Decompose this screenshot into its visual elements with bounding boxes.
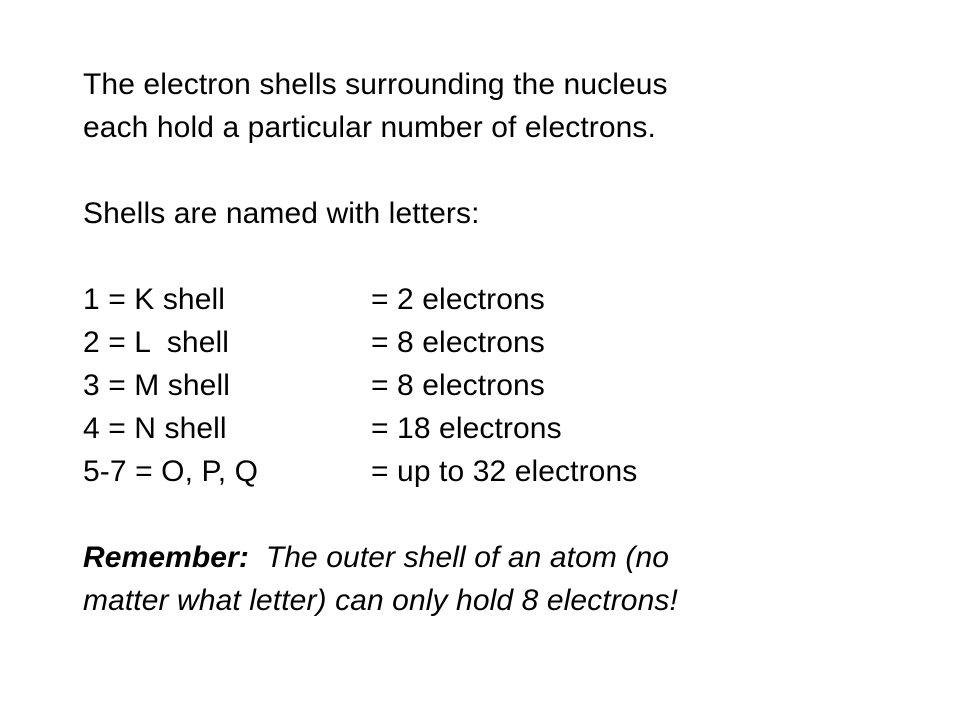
slide-text-block <box>83 63 903 622</box>
spacer <box>83 235 903 278</box>
shell-row-m <box>83 364 903 407</box>
intro-line-1: The electron shells surrounding the nucleus <box>83 68 668 101</box>
shell-capacity: = 2 electrons <box>371 283 545 316</box>
shell-capacity: = 8 electrons <box>371 369 545 402</box>
shell-name: 4 = N shell <box>83 412 227 445</box>
shell-name: 1 = K shell <box>83 283 226 316</box>
shell-row-k <box>83 278 903 321</box>
shell-name: 3 = M shell <box>83 369 230 402</box>
shell-row-l <box>83 321 903 364</box>
shell-list <box>83 278 903 493</box>
shell-name: 2 = L shell <box>83 326 230 359</box>
spacer <box>83 493 903 536</box>
remember-line-2: matter what letter) can only hold 8 electrons! <box>83 584 678 617</box>
shell-capacity: = 18 electrons <box>371 412 562 445</box>
spacer <box>83 149 903 192</box>
naming-line: Shells are named with letters: <box>83 197 480 230</box>
remember-label: Remember: <box>83 541 249 574</box>
shell-name: 5-7 = O, P, Q <box>83 455 259 488</box>
intro-line-2: each hold a particular number of electrons. <box>83 111 656 144</box>
remember-text-1: The outer shell of an atom (no <box>248 541 670 574</box>
shell-row-n <box>83 407 903 450</box>
shell-capacity: = up to 32 electrons <box>371 455 638 488</box>
shell-row-opq <box>83 450 903 493</box>
remember-line-1 <box>83 536 903 579</box>
shell-capacity: = 8 electrons <box>371 326 545 359</box>
